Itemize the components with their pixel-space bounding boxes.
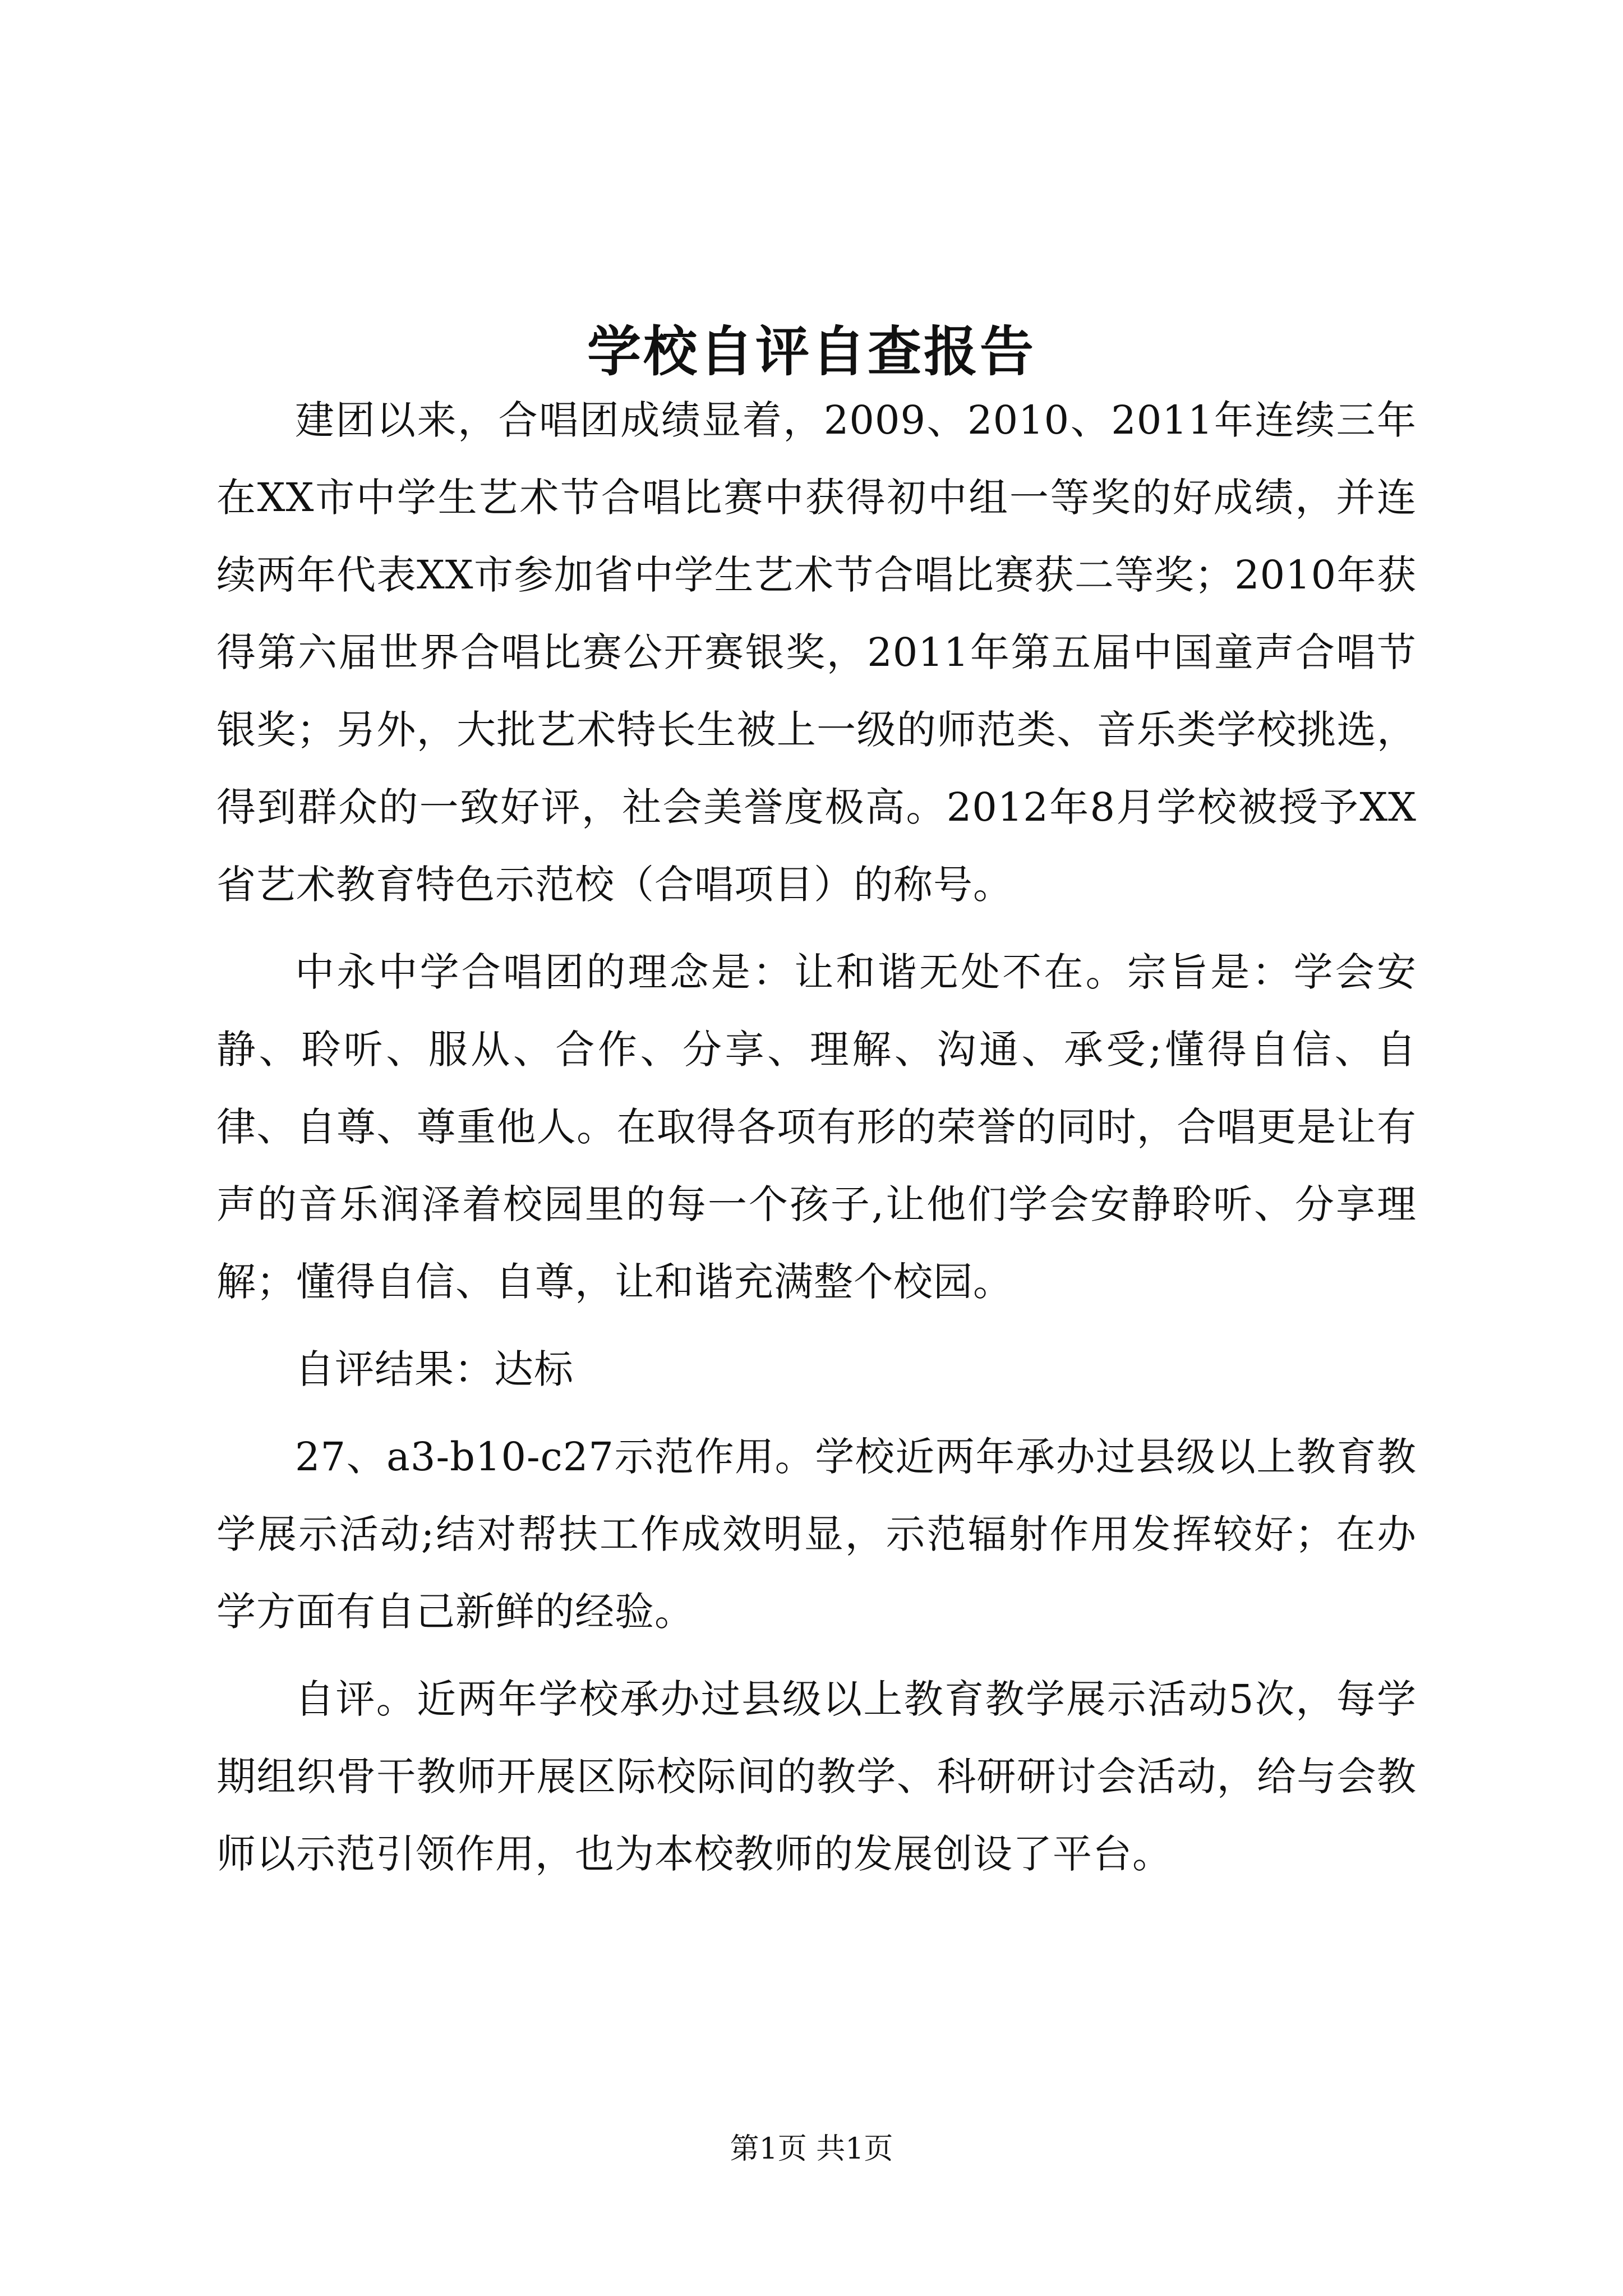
document-body (216, 381, 1417, 1893)
page-number-footer: 第1页 共1页 (730, 2132, 893, 2166)
paragraph-self-evaluation: 自评。近两年学校承办过县级以上教育教学展示活动5次，每学期组织骨干教师开展区际校际间的教学、科研研讨会活动，给与会教师以示范引领作用，也为本校教师的发展创设了平台。 (216, 1676, 1417, 1877)
paragraph-achievements: 建团以来，合唱团成绩显着，2009、2010、2011年连续三年在XX市中学生艺术节合唱比赛中获得初中组一等奖的好成绩，并连续两年代表XX市参加省中学生艺术节合唱比赛获二等奖；2010年获得第六届世界合唱比赛公开赛银奖，2011年第五届中国童声合唱节银奖；另外，大批艺术特长生被上一级的师范类、音乐类学校挑选，得到群众的一致好评，社会美誉度极高。2012年8月学校被授予XX省艺术教育特色示范校（合唱项目）的称号。 (216, 397, 1417, 908)
paragraph-choir-philosophy: 中永中学合唱团的理念是：让和谐无处不在。宗旨是：学会安静、聆听、服从、合作、分享、理解、沟通、承受;懂得自信、自律、自尊、尊重他人。在取得各项有形的荣誉的同时，合唱更是让有声的音乐润泽着校园里的每一个孩子,让他们学会安静聆听、分享理解；懂得自信、自尊，让和谐充满整个校园。 (216, 949, 1417, 1305)
paragraph-demonstration-role: 27、a3-b10-c27示范作用。学校近两年承办过县级以上教育教学展示活动;结对帮扶工作成效明显，示范辐射作用发挥较好；在办学方面有自己新鲜的经验。 (216, 1434, 1417, 1635)
paragraph-self-evaluation-result: 自评结果：达标 (295, 1346, 574, 1392)
document-title: 学校自评自查报告 (587, 320, 1036, 384)
